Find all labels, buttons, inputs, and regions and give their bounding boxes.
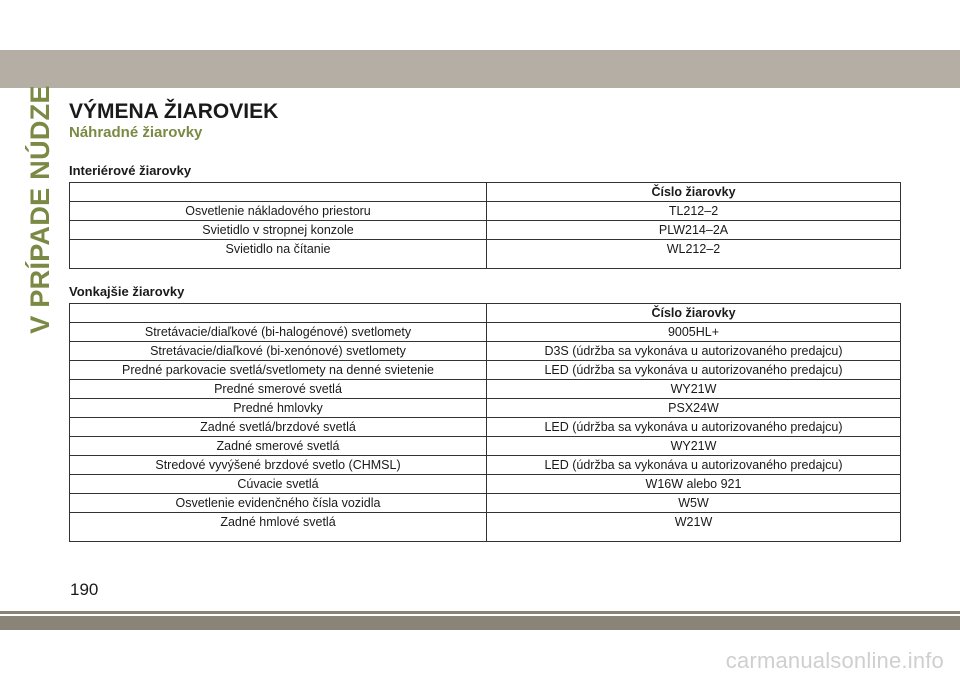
lamp-name-cell: Svietidlo v stropnej konzole [70,221,487,240]
bulb-number-cell: PLW214–2A [487,221,901,240]
bulb-number-cell: D3S (údržba sa vykonáva u autorizovaného predajcu) [487,342,901,361]
table-row [70,240,901,269]
table-row [70,361,901,380]
lamp-name-cell: Cúvacie svetlá [70,475,487,494]
bulb-number-cell: TL212–2 [487,202,901,221]
lamp-name-cell: Stretávacie/diaľkové (bi-xenónové) svetlomety [70,342,487,361]
bulb-number-cell: LED (údržba sa vykonáva u autorizovaného predajcu) [487,456,901,475]
bulb-number-cell: W5W [487,494,901,513]
table-row [70,456,901,475]
lamp-name-cell: Stretávacie/diaľkové (bi-halogénové) svetlomety [70,323,487,342]
table-header-cell: Číslo žiarovky [487,304,901,323]
table-header-row [70,304,901,323]
bottom-decorative-line [0,611,960,614]
bulb-number-cell: LED (údržba sa vykonáva u autorizovaného predajcu) [487,361,901,380]
table-row [70,202,901,221]
lamp-name-cell: Zadné svetlá/brzdové svetlá [70,418,487,437]
table-row [70,437,901,456]
table-header-row [70,183,901,202]
table-header-cell: Číslo žiarovky [487,183,901,202]
bulb-number-cell: W16W alebo 921 [487,475,901,494]
interior-bulbs-table [69,182,901,269]
bottom-decorative-band [0,616,960,630]
table-row [70,221,901,240]
lamp-name-cell: Zadné hmlové svetlá [70,513,487,542]
bulb-number-cell: WY21W [487,437,901,456]
page-number: 190 [70,580,99,599]
table-header-cell [70,304,487,323]
lamp-name-cell: Stredové vyvýšené brzdové svetlo (CHMSL) [70,456,487,475]
lamp-name-cell: Osvetlenie evidenčného čísla vozidla [70,494,487,513]
table-header-cell [70,183,487,202]
table-row [70,494,901,513]
table-row [70,323,901,342]
lamp-name-cell: Svietidlo na čítanie [70,240,487,269]
watermark-text: carmanualsonline.info [725,648,944,673]
side-section-title-text: V PRÍPADE NÚDZE [24,85,55,334]
table-row [70,380,901,399]
bulb-number-cell: W21W [487,513,901,542]
interior-section-label: Interiérové žiarovky [69,163,192,178]
side-section-title [22,85,58,334]
table-row [70,513,901,542]
lamp-name-cell: Osvetlenie nákladového priestoru [70,202,487,221]
lamp-name-cell: Predné smerové svetlá [70,380,487,399]
bulb-number-cell: WY21W [487,380,901,399]
lamp-name-cell: Predné hmlovky [70,399,487,418]
page-subheading: Náhradné žiarovky [69,124,203,141]
top-decorative-band [0,50,960,88]
table-row [70,342,901,361]
table-row [70,475,901,494]
lamp-name-cell: Predné parkovacie svetlá/svetlomety na denné svietenie [70,361,487,380]
bulb-number-cell: WL212–2 [487,240,901,269]
lamp-name-cell: Zadné smerové svetlá [70,437,487,456]
exterior-bulbs-table [69,303,901,542]
exterior-section-label: Vonkajšie žiarovky [69,284,185,299]
bulb-number-cell: PSX24W [487,399,901,418]
bulb-number-cell: 9005HL+ [487,323,901,342]
bulb-number-cell: LED (údržba sa vykonáva u autorizovaného predajcu) [487,418,901,437]
table-row [70,418,901,437]
page-heading: VÝMENA ŽIAROVIEK [69,100,279,123]
table-row [70,399,901,418]
